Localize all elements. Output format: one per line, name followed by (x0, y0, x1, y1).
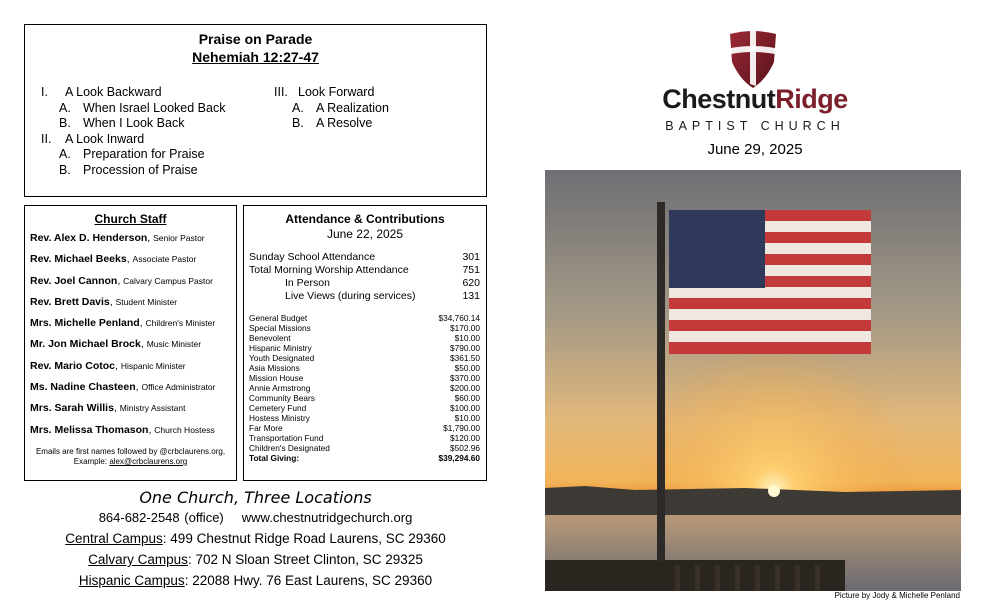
staff-role: Associate Pastor (132, 254, 197, 265)
attendance-row (249, 251, 480, 264)
outline-item (41, 132, 225, 148)
attendance-label: Live Views (during services) (285, 290, 416, 302)
outline-item (41, 85, 225, 101)
outline-item-number: A. (59, 100, 71, 115)
giving-value: $10.00 (454, 413, 480, 423)
campus-label: Calvary Campus (88, 552, 188, 567)
flag-sunset-icon (545, 170, 961, 591)
outline-item-number: A. (59, 147, 71, 161)
staff-name: Mrs. Sarah Willis (30, 402, 114, 415)
giving-row (249, 443, 480, 453)
giving-total-value: $39,294.60 (438, 453, 480, 463)
giving-row (249, 333, 480, 343)
staff-role: Calvary Campus Pastor (123, 275, 213, 286)
giving-value: $200.00 (450, 383, 480, 393)
outline-item-number: I. (41, 85, 48, 99)
attendance-label: Total Morning Worship Attendance (249, 264, 409, 276)
staff-member: Mrs. Melissa Thomason, Church Hostess (30, 423, 215, 436)
attendance-row (249, 264, 480, 277)
photo-credit: Picture by Jody & Michelle Penland (834, 591, 960, 600)
email-example-prefix: Example: (73, 456, 110, 466)
giving-label: Hispanic Ministry (249, 343, 312, 353)
giving-label: Benevolent (249, 333, 291, 343)
giving-value: $60.00 (454, 393, 480, 403)
giving-total-row (249, 453, 480, 463)
campus-list (24, 531, 487, 588)
sermon-outline-box (24, 24, 487, 197)
sermon-title: Praise on Parade (198, 31, 313, 47)
outline-item-text: Preparation for Praise (83, 147, 205, 161)
outline-item-number: II. (41, 131, 52, 146)
campus-address: : 702 N Sloan Street Clinton, SC 29325 (187, 552, 423, 567)
staff-role: Children's Minister (145, 318, 216, 329)
staff-name: Rev. Alex D. Henderson (30, 232, 148, 244)
staff-name: Mr. Jon Michael Brock (30, 338, 141, 351)
outline-item (41, 116, 225, 132)
staff-member: Rev. Alex D. Henderson, Senior Pastor (30, 232, 205, 244)
giving-value: $502.96 (450, 443, 480, 453)
outline-item-text: A Look Backward (65, 85, 162, 99)
attendance-label: In Person (285, 277, 330, 289)
bulletin-date: June 29, 2025 (707, 141, 803, 158)
website[interactable]: www.chestnutridgechurch.org (241, 510, 413, 525)
outline-item-number: B. (59, 162, 71, 177)
email-note (25, 447, 236, 467)
staff-name: Mrs. Michelle Penland (30, 317, 140, 330)
locations-section (24, 488, 487, 588)
attendance-box (243, 205, 487, 481)
campus-label: Hispanic Campus (78, 573, 185, 588)
giving-value: $370.00 (450, 373, 480, 383)
church-staff-box (24, 205, 237, 481)
tagline: One Church, Three Locations (139, 488, 372, 507)
outline-item (274, 101, 389, 117)
giving-label: Youth Designated (249, 353, 315, 363)
campus-line (24, 573, 487, 588)
staff-role: Senior Pastor (153, 233, 205, 243)
giving-label: Transportation Fund (249, 433, 324, 443)
outline-right-column (274, 85, 389, 132)
giving-label: Far More (249, 423, 283, 433)
staff-member: Mr. Jon Michael Brock, Music Minister (30, 338, 202, 351)
email-note-text: Emails are first names followed by @crbclaurens.org, (35, 446, 226, 456)
outline-item-number: B. (59, 116, 71, 130)
giving-label: Mission House (249, 373, 304, 383)
staff-member: Mrs. Sarah Willis, Ministry Assistant (30, 402, 186, 415)
campus-label: Central Campus (65, 531, 163, 546)
outline-item-text: A Realization (316, 100, 389, 115)
giving-row (249, 373, 480, 383)
campus-address: : 22088 Hwy. 76 East Laurens, SC 29360 (184, 573, 433, 588)
outline-left-column (41, 85, 225, 178)
email-example-link[interactable]: alex@crbclaurens.org (109, 456, 188, 466)
outline-item-number: A. (292, 100, 304, 115)
outline-item-text: When Israel Looked Back (83, 100, 226, 115)
giving-value: $361.50 (450, 353, 480, 363)
email-example-line (25, 457, 236, 467)
staff-role: Student Minister (115, 296, 178, 307)
outline-item-text: A Look Inward (65, 131, 145, 146)
staff-member: Rev. Joel Cannon, Calvary Campus Pastor (30, 274, 213, 287)
campus-line (24, 531, 487, 546)
cross-shield-icon (726, 28, 780, 90)
giving-row (249, 403, 480, 413)
outline-item-number: III. (274, 85, 288, 99)
staff-role: Hispanic Minister (120, 360, 186, 371)
giving-row (249, 423, 480, 433)
staff-name: Rev. Brett Davis (30, 295, 110, 308)
giving-row (249, 413, 480, 423)
attendance-heading: Attendance & Contributions (285, 212, 445, 226)
giving-value: $100.00 (450, 403, 480, 413)
giving-value: $50.00 (454, 363, 480, 373)
attendance-value: 751 (462, 264, 480, 276)
church-name-part2: Ridge (775, 84, 848, 114)
outline-item-text: A Resolve (316, 116, 373, 130)
giving-row (249, 313, 480, 323)
attendance-label: Sunday School Attendance (249, 251, 376, 263)
giving-label: General Budget (249, 313, 308, 323)
attendance-value: 131 (462, 290, 480, 302)
outline-item (274, 116, 389, 132)
giving-row (249, 393, 480, 403)
attendance-date: June 22, 2025 (326, 227, 404, 241)
giving-row (249, 383, 480, 393)
giving-value: $790.00 (450, 343, 480, 353)
giving-value: $1,790.00 (443, 423, 480, 433)
outline-item (274, 85, 389, 101)
staff-member: Rev. Brett Davis, Student Minister (30, 295, 178, 308)
attendance-value: 620 (462, 277, 480, 289)
attendance-row (249, 277, 480, 290)
giving-total-label: Total Giving: (249, 453, 300, 463)
staff-name: Rev. Mario Cotoc (30, 359, 115, 372)
contact-line (24, 510, 487, 525)
giving-label: Cemetery Fund (249, 403, 307, 413)
staff-role: Ministry Assistant (119, 403, 186, 414)
staff-role: Office Administrator (141, 382, 216, 393)
giving-label: Hostess Ministry (249, 413, 310, 423)
giving-label: Community Bears (249, 393, 315, 403)
giving-label: Children's Designated (249, 443, 330, 453)
staff-member: Rev. Michael Beeks, Associate Pastor (30, 253, 197, 266)
staff-role: Church Hostess (154, 424, 215, 435)
giving-value: $120.00 (450, 433, 480, 443)
attendance-value: 301 (462, 251, 480, 263)
giving-row (249, 343, 480, 353)
outline-item (41, 163, 225, 179)
campus-line (24, 552, 487, 567)
staff-name: Mrs. Melissa Thomason (30, 423, 149, 436)
phone: 864-682-2548 (office) (98, 510, 224, 525)
staff-member: Rev. Mario Cotoc, Hispanic Minister (30, 359, 186, 372)
giving-row (249, 433, 480, 443)
attendance-rows (249, 251, 480, 303)
giving-rows (249, 313, 480, 463)
church-name-logo (640, 84, 870, 115)
attendance-row (249, 290, 480, 303)
giving-value: $170.00 (450, 323, 480, 333)
staff-role: Music Minister (146, 339, 202, 350)
giving-label: Special Missions (249, 323, 311, 333)
giving-row (249, 363, 480, 373)
staff-name: Ms. Nadine Chasteen (30, 381, 136, 394)
giving-row (249, 353, 480, 363)
staff-member: Mrs. Michelle Penland, Children's Minister (30, 317, 216, 330)
outline-item-text: When I Look Back (83, 116, 185, 130)
giving-label: Annie Armstrong (249, 383, 311, 393)
staff-name: Rev. Joel Cannon (30, 274, 118, 287)
giving-value: $34,760.14 (438, 313, 480, 323)
church-subtitle: BAPTIST CHURCH (665, 119, 845, 133)
staff-list (30, 232, 236, 445)
outline-item (41, 147, 225, 163)
church-name-part1: Chestnut (662, 84, 776, 114)
campus-address: : 499 Chestnut Ridge Road Laurens, SC 29360 (162, 531, 446, 546)
outline-item-text: Procession of Praise (83, 162, 198, 177)
outline-item-text: Look Forward (298, 85, 375, 99)
giving-value: $10.00 (454, 333, 480, 343)
staff-name: Rev. Michael Beeks (30, 253, 127, 266)
staff-member: Ms. Nadine Chasteen, Office Administrator (30, 381, 216, 394)
outline-item (41, 101, 225, 117)
giving-label: Asia Missions (249, 363, 300, 373)
giving-row (249, 323, 480, 333)
sermon-scripture: Nehemiah 12:27-47 (192, 49, 319, 65)
outline-item-number: B. (292, 116, 304, 130)
staff-heading: Church Staff (94, 212, 167, 226)
